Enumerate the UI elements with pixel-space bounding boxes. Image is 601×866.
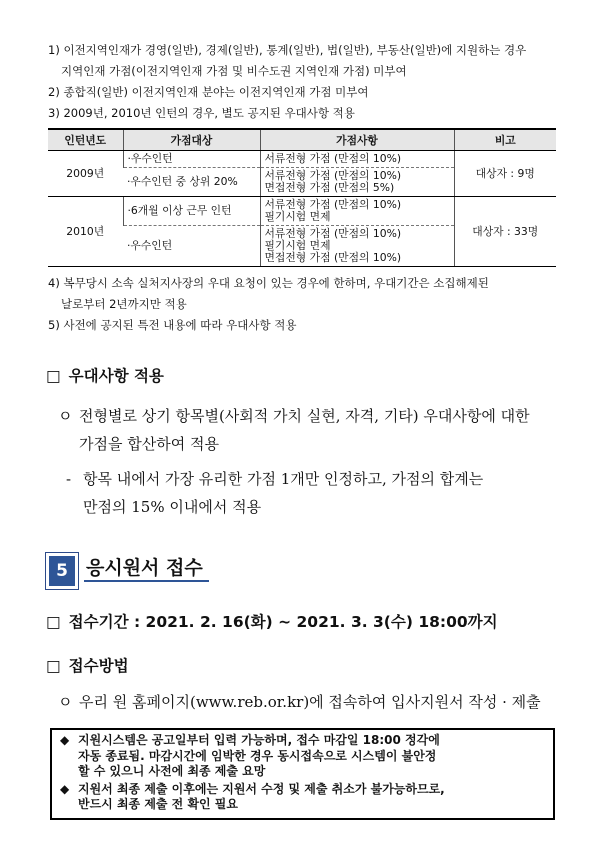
points-item: 서류전형 가점 (만점의 10%)	[264, 152, 402, 165]
notice-line: 지원서 최종 제출 이후에는 지원서 수정 및 제출 취소가 불가능하므로,	[78, 781, 445, 796]
points-cell	[260, 151, 454, 168]
note-4-line2: 날로부터 2년까지만 적용	[61, 297, 187, 311]
preference-heading	[46, 364, 164, 386]
points-cell	[260, 168, 454, 197]
note-2	[48, 82, 568, 103]
table-row	[48, 151, 556, 168]
note-3	[48, 103, 568, 124]
method-heading	[46, 654, 129, 676]
diamond-bullet-icon: ◆	[60, 781, 70, 796]
target-cell: ·6개월 이상 근무 인턴	[123, 197, 260, 226]
notice-line: 자동 종료됨. 마감시간에 임박한 경우 동시접속으로 시스템이 불안정	[78, 748, 437, 763]
points-item: 서류전형 가점 (만점의 10%)	[264, 198, 402, 211]
year-cell: 2009년	[48, 151, 123, 197]
square-bullet-icon: □	[46, 657, 61, 675]
table-header: 인턴년도	[48, 129, 123, 151]
points-item: 면접전형 가점 (만점의 5%)	[264, 181, 395, 194]
note-5-text: 5) 사전에 공지된 특전 내용에 따라 우대사항 적용	[48, 318, 297, 332]
preference-bullet	[58, 402, 568, 458]
section-number: 5	[49, 556, 75, 586]
table-row	[48, 197, 556, 226]
target-cell: ·우수인턴 중 상위 20%	[123, 168, 260, 197]
period-text: 접수기간 : 2021. 2. 16(화) ~ 2021. 3. 3(수) 18:00까지	[68, 613, 498, 631]
method-bullet-text: 우리 원 홈페이지(www.reb.or.kr)에 접속하여 입사지원서 작성 · 제출	[79, 693, 541, 711]
period-line	[46, 610, 498, 632]
notice-line: 반드시 최종 제출 전 확인 필요	[78, 797, 238, 811]
notice-item	[60, 782, 545, 813]
section-number-badge	[45, 552, 79, 590]
points-cell	[260, 197, 454, 226]
table-header: 가점사항	[260, 129, 454, 151]
dash-bullet-icon: -	[66, 470, 72, 488]
target-cell: ·우수인턴	[123, 151, 260, 168]
note-1-line1: 1) 이전지역인재가 경영(일반), 경제(일반), 통계(일반), 법(일반), 부동산(일반)에 지원하는 경우	[48, 43, 527, 57]
preference-bullet-line1: 전형별로 상기 항목별(사회적 가치 실현, 자격, 기타) 우대사항에 대한	[79, 407, 530, 425]
preference-title: 우대사항 적용	[68, 367, 164, 385]
note-1	[48, 40, 568, 82]
circle-bullet-icon: ㅇ	[58, 693, 73, 711]
points-item: 서류전형 가점 (만점의 10%)	[264, 227, 402, 240]
section-title: 응시원서 접수	[86, 557, 203, 579]
note-3-text: 3) 2009년, 2010년 인턴의 경우, 별도 공지된 우대사항 적용	[48, 106, 355, 120]
points-item: 서류전형 가점 (만점의 10%)	[264, 169, 402, 182]
notice-item	[60, 733, 545, 780]
note-2-text: 2) 종합직(일반) 이전지역인재 분야는 이전지역인재 가점 미부여	[48, 85, 369, 99]
diamond-bullet-icon: ◆	[60, 733, 70, 747]
notice-line: 지원시스템은 공고일부터 입력 가능하며, 접수 마감일 18:00 정각에	[78, 733, 440, 747]
section-underline	[84, 580, 209, 582]
note-4	[48, 273, 568, 315]
table-header-row	[48, 129, 556, 151]
remark-cell: 대상자 : 33명	[454, 197, 556, 267]
preference-sub-bullet	[66, 465, 566, 521]
preference-sub-line2: 만점의 15% 이내에서 적용	[83, 498, 262, 516]
note-1-line2: 지역인재 가점(이전지역인재 가점 및 비수도권 지역인재 가점) 미부여	[61, 64, 407, 78]
square-bullet-icon: □	[46, 367, 61, 385]
note-5	[48, 315, 568, 336]
table-header: 비고	[454, 129, 556, 151]
notice-box	[50, 728, 555, 820]
preference-bullet-line2: 가점을 합산하여 적용	[79, 435, 219, 453]
points-cell	[260, 226, 454, 267]
year-cell: 2010년	[48, 197, 123, 267]
points-item: 필기시험 면제	[264, 210, 331, 223]
circle-bullet-icon: ㅇ	[58, 407, 73, 425]
table-header: 가점대상	[123, 129, 260, 151]
notice-line: 할 수 있으니 사전에 최종 제출 요망	[78, 764, 266, 778]
method-bullet	[58, 688, 568, 716]
remark-cell: 대상자 : 9명	[454, 151, 556, 197]
method-title: 접수방법	[68, 657, 129, 675]
preference-sub-line1: 항목 내에서 가장 유리한 가점 1개만 인정하고, 가점의 합계는	[83, 470, 484, 488]
points-item: 면접전형 가점 (만점의 10%)	[264, 251, 402, 264]
intern-preference-table	[48, 128, 556, 267]
points-item: 필기시험 면제	[264, 239, 331, 252]
square-bullet-icon: □	[46, 613, 61, 631]
target-cell: ·우수인턴	[123, 226, 260, 267]
note-4-line1: 4) 복무당시 소속 실처지사장의 우대 요청이 있는 경우에 한하며, 우대기간은 소집해제된	[48, 276, 489, 290]
